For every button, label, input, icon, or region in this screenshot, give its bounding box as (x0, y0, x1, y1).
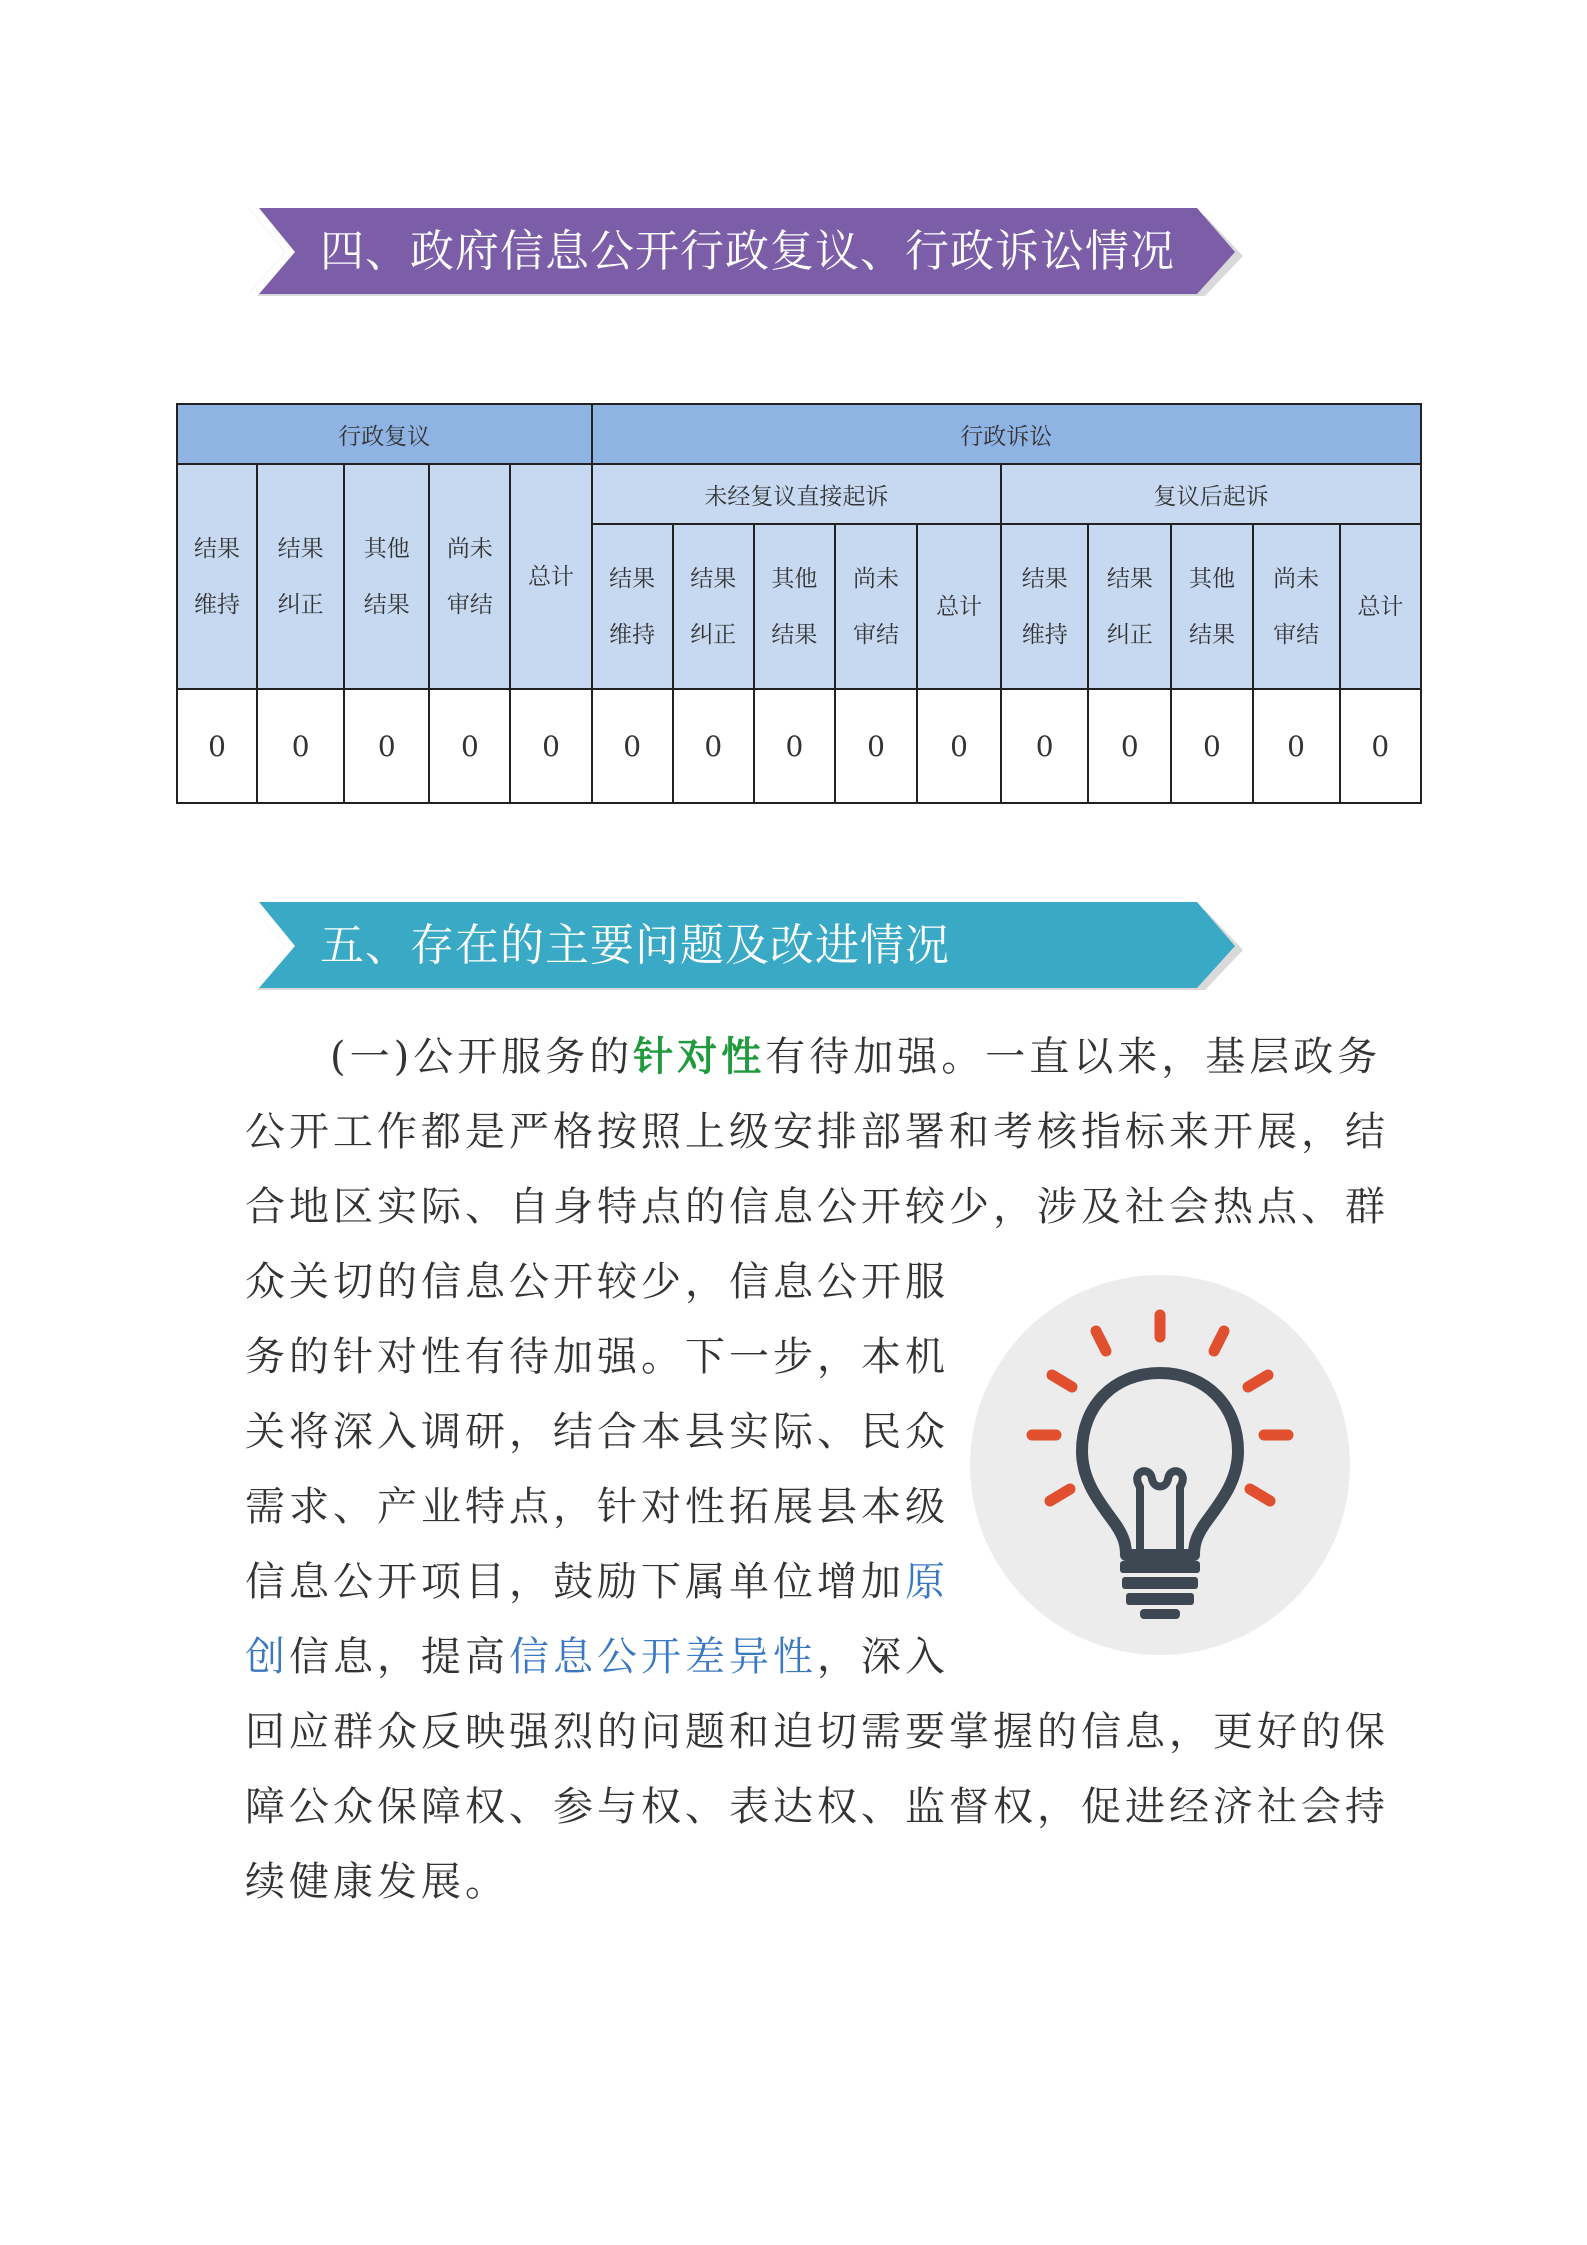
header-litigation: 行政诉讼 (592, 404, 1421, 464)
col-header: 结果 维持 (177, 464, 257, 689)
section-4-title: 四、政府信息公开行政复议、行政诉讼情况 (320, 226, 1175, 277)
col-header: 结果 纠正 (1088, 524, 1171, 689)
header-reconsideration: 行政复议 (177, 404, 592, 464)
para-line: 续健康发展。 (245, 1859, 509, 1905)
table-cell: 0 (1253, 689, 1340, 803)
col-header: 其他 结果 (344, 464, 429, 689)
para-line: 合地区实际、自身特点的信息公开较少，涉及社会热点、群 (245, 1184, 1389, 1230)
review-litigation-table (176, 403, 1422, 804)
para-line: 关将深入调研，结合本县实际、民众 (245, 1409, 949, 1455)
col-header: 其他 结果 (1171, 524, 1252, 689)
section-5-banner (245, 902, 1245, 994)
lightbulb-icon (970, 1275, 1350, 1655)
table-cell: 0 (1001, 689, 1088, 803)
table-cell: 0 (1340, 689, 1421, 803)
col-header: 尚未 审结 (1253, 524, 1340, 689)
col-header: 结果 维持 (1001, 524, 1088, 689)
table-cell: 0 (429, 689, 510, 803)
col-header: 尚未 审结 (429, 464, 510, 689)
col-header: 结果 纠正 (257, 464, 344, 689)
para-line: 信息公开项目，鼓励下属单位增加原 (245, 1559, 949, 1605)
table-cell: 0 (917, 689, 1001, 803)
para-line: 公开工作都是严格按照上级安排部署和考核指标来开展，结 (245, 1109, 1389, 1155)
col-header: 尚未 审结 (835, 524, 917, 689)
para-line: 创信息，提高信息公开差异性，深入 (245, 1634, 949, 1680)
table-cell: 0 (510, 689, 591, 803)
table-cell: 0 (257, 689, 344, 803)
para-line: (一)公开服务的针对性有待加强。一直以来，基层政务 (330, 1034, 1382, 1080)
table-cell: 0 (177, 689, 257, 803)
header-after-reconsideration: 复议后起诉 (1001, 464, 1421, 524)
table-cell: 0 (673, 689, 754, 803)
table-row (177, 689, 1421, 803)
col-header: 结果 纠正 (673, 524, 754, 689)
para-line: 众关切的信息公开较少，信息公开服 (245, 1259, 949, 1305)
section-5-title: 五、存在的主要问题及改进情况 (320, 920, 950, 971)
header-direct-suit: 未经复议直接起诉 (592, 464, 1002, 524)
col-header: 其他 结果 (754, 524, 835, 689)
table-cell: 0 (344, 689, 429, 803)
table-cell: 0 (754, 689, 835, 803)
table-cell: 0 (592, 689, 673, 803)
col-header: 总计 (1340, 524, 1421, 689)
table-cell: 0 (1088, 689, 1171, 803)
table-cell: 0 (835, 689, 917, 803)
para-line: 需求、产业特点，针对性拓展县本级 (245, 1484, 949, 1530)
section-4-banner (245, 208, 1245, 300)
para-line: 回应群众反映强烈的问题和迫切需要掌握的信息，更好的保 (245, 1709, 1389, 1755)
para-line: 障公众保障权、参与权、表达权、监督权，促进经济社会持 (245, 1784, 1389, 1830)
table-cell: 0 (1171, 689, 1252, 803)
col-header: 总计 (510, 464, 591, 689)
col-header: 结果 维持 (592, 524, 673, 689)
col-header: 总计 (917, 524, 1001, 689)
para-line: 务的针对性有待加强。下一步，本机 (245, 1334, 949, 1380)
